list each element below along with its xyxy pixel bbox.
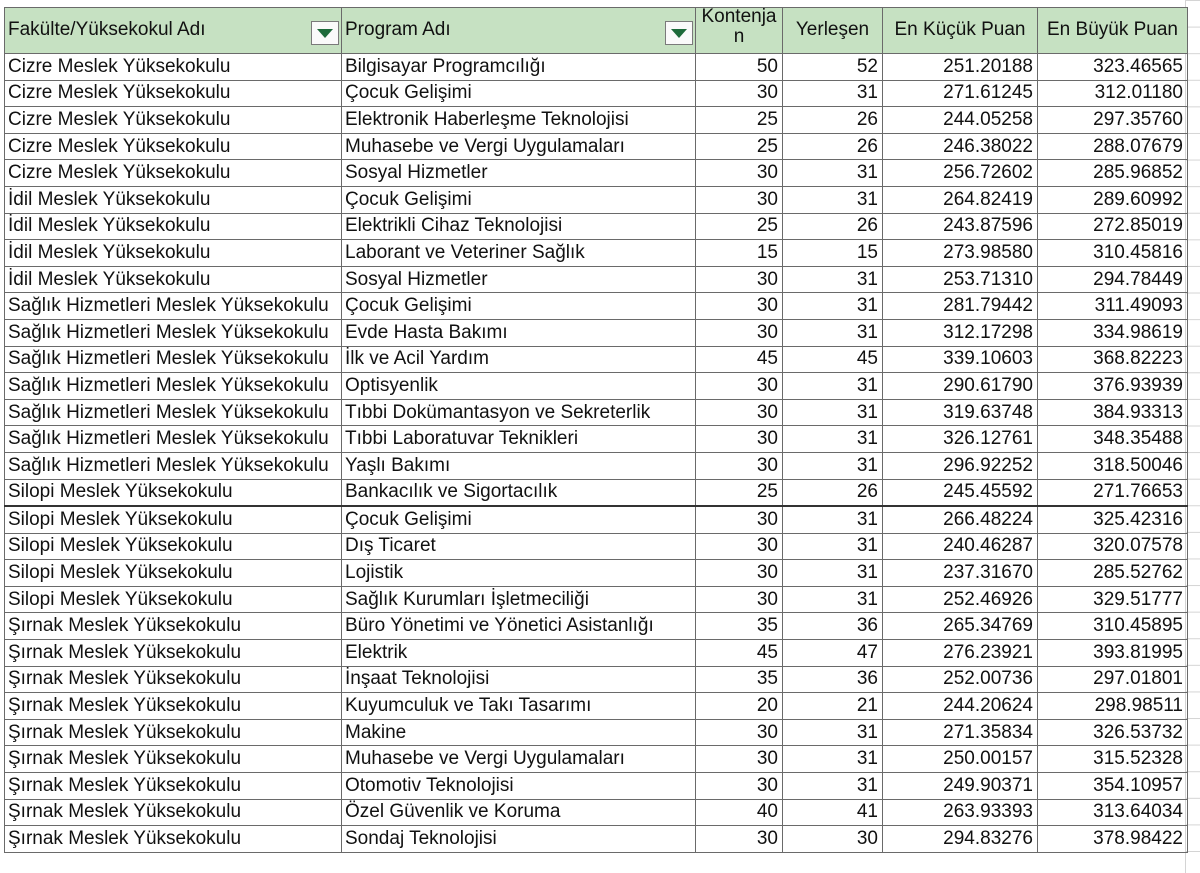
cell-min-score[interactable]: 249.90371 <box>883 773 1038 800</box>
cell-program[interactable]: Elektrikli Cihaz Teknolojisi <box>342 213 696 240</box>
cell-min-score[interactable]: 252.46926 <box>883 586 1038 613</box>
cell-min-score[interactable]: 319.63748 <box>883 399 1038 426</box>
cell-max-score[interactable]: 334.98619 <box>1038 319 1188 346</box>
cell-faculty[interactable]: Şırnak Meslek Yüksekokulu <box>5 640 342 667</box>
cell-min-score[interactable]: 265.34769 <box>883 613 1038 640</box>
table-row <box>5 719 1188 746</box>
cell-placed[interactable]: 31 <box>783 452 883 479</box>
cell-placed[interactable]: 52 <box>783 54 883 81</box>
cell-quota[interactable]: 45 <box>696 640 783 667</box>
header-quota[interactable] <box>696 8 783 54</box>
table-row <box>5 640 1188 667</box>
cell-quota[interactable]: 30 <box>696 160 783 187</box>
cell-max-score[interactable]: 297.01801 <box>1038 666 1188 693</box>
cell-faculty[interactable]: İdil Meslek Yüksekokulu <box>5 240 342 267</box>
cell-program[interactable]: Muhasebe ve Vergi Uygulamaları <box>342 746 696 773</box>
cell-program[interactable]: Çocuk Gelişimi <box>342 293 696 320</box>
cell-program[interactable]: Otomotiv Teknolojisi <box>342 773 696 800</box>
cell-quota[interactable]: 30 <box>696 452 783 479</box>
cell-quota[interactable]: 35 <box>696 666 783 693</box>
cell-max-score[interactable]: 320.07578 <box>1038 533 1188 560</box>
cell-quota[interactable]: 30 <box>696 586 783 613</box>
cell-max-score[interactable]: 285.96852 <box>1038 160 1188 187</box>
cell-max-score[interactable]: 354.10957 <box>1038 773 1188 800</box>
cell-quota[interactable]: 30 <box>696 399 783 426</box>
cell-quota[interactable]: 30 <box>696 506 783 533</box>
cell-program[interactable]: Laborant ve Veteriner Sağlık <box>342 240 696 267</box>
cell-min-score[interactable]: 256.72602 <box>883 160 1038 187</box>
cell-quota[interactable]: 25 <box>696 107 783 134</box>
cell-placed[interactable]: 31 <box>783 373 883 400</box>
cell-placed[interactable]: 15 <box>783 240 883 267</box>
table-row <box>5 799 1188 826</box>
table-row <box>5 746 1188 773</box>
cell-program[interactable]: Kuyumculuk ve Takı Tasarımı <box>342 693 696 720</box>
cell-min-score[interactable]: 312.17298 <box>883 319 1038 346</box>
cell-placed[interactable]: 30 <box>783 826 883 853</box>
table-row <box>5 586 1188 613</box>
header-max-score[interactable] <box>1038 8 1188 54</box>
cell-placed[interactable]: 41 <box>783 799 883 826</box>
cell-quota[interactable]: 30 <box>696 266 783 293</box>
cell-faculty[interactable]: Silopi Meslek Yüksekokulu <box>5 533 342 560</box>
cell-program[interactable]: Sondaj Teknolojisi <box>342 826 696 853</box>
cell-quota[interactable]: 45 <box>696 346 783 373</box>
cell-faculty[interactable]: Sağlık Hizmetleri Meslek Yüksekokulu <box>5 319 342 346</box>
header-min-score[interactable] <box>883 8 1038 54</box>
cell-faculty[interactable]: Sağlık Hizmetleri Meslek Yüksekokulu <box>5 373 342 400</box>
header-row <box>5 8 1188 54</box>
cell-min-score[interactable]: 271.61245 <box>883 80 1038 107</box>
table-row <box>5 80 1188 107</box>
cell-program[interactable]: İnşaat Teknolojisi <box>342 666 696 693</box>
cell-quota[interactable]: 30 <box>696 293 783 320</box>
table-row <box>5 452 1188 479</box>
cell-faculty[interactable]: Sağlık Hizmetleri Meslek Yüksekokulu <box>5 346 342 373</box>
cell-max-score[interactable]: 325.42316 <box>1038 506 1188 533</box>
cell-quota[interactable]: 15 <box>696 240 783 267</box>
cell-placed[interactable]: 31 <box>783 80 883 107</box>
table-row <box>5 613 1188 640</box>
cell-faculty[interactable]: İdil Meslek Yüksekokulu <box>5 186 342 213</box>
cell-placed[interactable]: 31 <box>783 399 883 426</box>
cell-faculty[interactable]: Şırnak Meslek Yüksekokulu <box>5 693 342 720</box>
table-row <box>5 666 1188 693</box>
cell-faculty[interactable]: Şırnak Meslek Yüksekokulu <box>5 719 342 746</box>
cell-quota[interactable]: 30 <box>696 426 783 453</box>
cell-program[interactable]: Makine <box>342 719 696 746</box>
cell-faculty[interactable]: Silopi Meslek Yüksekokulu <box>5 506 342 533</box>
cell-program[interactable]: Bilgisayar Programcılığı <box>342 54 696 81</box>
cell-max-score[interactable]: 376.93939 <box>1038 373 1188 400</box>
cell-faculty[interactable]: Sağlık Hizmetleri Meslek Yüksekokulu <box>5 399 342 426</box>
cell-max-score[interactable]: 297.35760 <box>1038 107 1188 134</box>
cell-max-score[interactable]: 329.51777 <box>1038 586 1188 613</box>
header-min-score-label: En Küçük Puan <box>894 19 1026 41</box>
cell-quota[interactable]: 30 <box>696 319 783 346</box>
cell-min-score[interactable]: 252.00736 <box>883 666 1038 693</box>
cell-min-score[interactable]: 253.71310 <box>883 266 1038 293</box>
cell-faculty[interactable]: Silopi Meslek Yüksekokulu <box>5 479 342 506</box>
cell-quota[interactable]: 30 <box>696 773 783 800</box>
cell-program[interactable]: Muhasebe ve Vergi Uygulamaları <box>342 133 696 160</box>
cell-max-score[interactable]: 393.81995 <box>1038 640 1188 667</box>
cell-quota[interactable]: 50 <box>696 54 783 81</box>
cell-placed[interactable]: 31 <box>783 560 883 587</box>
cell-program[interactable]: Dış Ticaret <box>342 533 696 560</box>
cell-faculty[interactable]: Silopi Meslek Yüksekokulu <box>5 586 342 613</box>
cell-max-score[interactable]: 298.98511 <box>1038 693 1188 720</box>
cell-placed[interactable]: 26 <box>783 213 883 240</box>
cell-max-score[interactable]: 272.85019 <box>1038 213 1188 240</box>
table-row <box>5 399 1188 426</box>
cell-max-score[interactable]: 318.50046 <box>1038 452 1188 479</box>
cell-program[interactable]: Büro Yönetimi ve Yönetici Asistanlığı <box>342 613 696 640</box>
cell-program[interactable]: Sosyal Hizmetler <box>342 266 696 293</box>
cell-quota[interactable]: 30 <box>696 560 783 587</box>
cell-max-score[interactable]: 323.46565 <box>1038 54 1188 81</box>
cell-placed[interactable]: 31 <box>783 533 883 560</box>
cell-faculty[interactable]: Şırnak Meslek Yüksekokulu <box>5 746 342 773</box>
cell-program[interactable]: Lojistik <box>342 560 696 587</box>
cell-faculty[interactable]: Şırnak Meslek Yüksekokulu <box>5 613 342 640</box>
table-row <box>5 186 1188 213</box>
cell-faculty[interactable]: Şırnak Meslek Yüksekokulu <box>5 799 342 826</box>
header-faculty[interactable] <box>5 8 342 54</box>
table-row <box>5 240 1188 267</box>
table-row <box>5 426 1188 453</box>
cell-max-score[interactable]: 348.35488 <box>1038 426 1188 453</box>
cell-faculty[interactable]: Silopi Meslek Yüksekokulu <box>5 560 342 587</box>
cell-placed[interactable]: 31 <box>783 773 883 800</box>
cell-placed[interactable]: 31 <box>783 266 883 293</box>
cell-max-score[interactable]: 315.52328 <box>1038 746 1188 773</box>
cell-faculty[interactable]: Cizre Meslek Yüksekokulu <box>5 107 342 134</box>
cell-min-score[interactable]: 276.23921 <box>883 640 1038 667</box>
table-body <box>5 54 1188 853</box>
cell-quota[interactable]: 30 <box>696 373 783 400</box>
cell-placed[interactable]: 31 <box>783 186 883 213</box>
cell-max-score[interactable]: 326.53732 <box>1038 719 1188 746</box>
cell-quota[interactable]: 30 <box>696 746 783 773</box>
table-row <box>5 373 1188 400</box>
cell-min-score[interactable]: 290.61790 <box>883 373 1038 400</box>
cell-faculty[interactable]: Sağlık Hizmetleri Meslek Yüksekokulu <box>5 293 342 320</box>
cell-min-score[interactable]: 246.38022 <box>883 133 1038 160</box>
cell-placed[interactable]: 31 <box>783 746 883 773</box>
table-row <box>5 346 1188 373</box>
cell-min-score[interactable]: 250.00157 <box>883 746 1038 773</box>
filter-dropdown-icon[interactable] <box>311 21 339 45</box>
cell-program[interactable]: Optisyenlik <box>342 373 696 400</box>
cell-placed[interactable]: 26 <box>783 479 883 506</box>
table-row <box>5 266 1188 293</box>
cell-faculty[interactable]: Cizre Meslek Yüksekokulu <box>5 133 342 160</box>
header-max-score-label: En Büyük Puan <box>1047 19 1178 41</box>
cell-min-score[interactable]: 244.05258 <box>883 107 1038 134</box>
header-program[interactable] <box>342 8 696 54</box>
cell-max-score[interactable]: 311.49093 <box>1038 293 1188 320</box>
data-table <box>4 7 1188 853</box>
cell-min-score[interactable]: 245.45592 <box>883 479 1038 506</box>
table-row <box>5 826 1188 853</box>
cell-program[interactable]: Tıbbi Dokümantasyon ve Sekreterlik <box>342 399 696 426</box>
header-faculty-label: Fakülte/Yüksekokul Adı <box>8 19 206 41</box>
cell-max-score[interactable]: 285.52762 <box>1038 560 1188 587</box>
cell-max-score[interactable]: 271.76653 <box>1038 479 1188 506</box>
cell-program[interactable]: Bankacılık ve Sigortacılık <box>342 479 696 506</box>
cell-quota[interactable]: 25 <box>696 479 783 506</box>
cell-program[interactable]: Özel Güvenlik ve Koruma <box>342 799 696 826</box>
cell-min-score[interactable]: 339.10603 <box>883 346 1038 373</box>
cell-max-score[interactable]: 289.60992 <box>1038 186 1188 213</box>
cell-placed[interactable]: 31 <box>783 160 883 187</box>
table-row <box>5 133 1188 160</box>
cell-placed[interactable]: 31 <box>783 293 883 320</box>
cell-max-score[interactable]: 378.98422 <box>1038 826 1188 853</box>
cell-program[interactable]: Sağlık Kurumları İşletmeciliği <box>342 586 696 613</box>
header-placed[interactable] <box>783 8 883 54</box>
cell-program[interactable]: Çocuk Gelişimi <box>342 80 696 107</box>
cell-program[interactable]: Çocuk Gelişimi <box>342 506 696 533</box>
cell-min-score[interactable]: 271.35834 <box>883 719 1038 746</box>
cell-min-score[interactable]: 244.20624 <box>883 693 1038 720</box>
header-placed-label: Yerleşen <box>795 19 870 41</box>
cell-max-score[interactable]: 313.64034 <box>1038 799 1188 826</box>
cell-placed[interactable]: 36 <box>783 613 883 640</box>
cell-max-score[interactable]: 310.45895 <box>1038 613 1188 640</box>
cell-placed[interactable]: 31 <box>783 506 883 533</box>
cell-program[interactable]: Elektronik Haberleşme Teknolojisi <box>342 107 696 134</box>
cell-quota[interactable]: 25 <box>696 133 783 160</box>
cell-quota[interactable]: 30 <box>696 186 783 213</box>
cell-quota[interactable]: 25 <box>696 213 783 240</box>
cell-min-score[interactable]: 294.83276 <box>883 826 1038 853</box>
cell-min-score[interactable]: 237.31670 <box>883 560 1038 587</box>
cell-quota[interactable]: 40 <box>696 799 783 826</box>
cell-min-score[interactable]: 240.46287 <box>883 533 1038 560</box>
cell-faculty[interactable]: Şırnak Meslek Yüksekokulu <box>5 666 342 693</box>
cell-quota[interactable]: 30 <box>696 80 783 107</box>
header-program-label: Program Adı <box>345 19 451 41</box>
cell-quota[interactable]: 20 <box>696 693 783 720</box>
cell-min-score[interactable]: 243.87596 <box>883 213 1038 240</box>
cell-max-score[interactable]: 310.45816 <box>1038 240 1188 267</box>
table-row <box>5 479 1188 506</box>
cell-min-score[interactable]: 266.48224 <box>883 506 1038 533</box>
cell-min-score[interactable]: 326.12761 <box>883 426 1038 453</box>
cell-faculty[interactable]: Sağlık Hizmetleri Meslek Yüksekokulu <box>5 452 342 479</box>
cell-max-score[interactable]: 294.78449 <box>1038 266 1188 293</box>
cell-min-score[interactable]: 264.82419 <box>883 186 1038 213</box>
cell-faculty[interactable]: Cizre Meslek Yüksekokulu <box>5 54 342 81</box>
cell-faculty[interactable]: İdil Meslek Yüksekokulu <box>5 213 342 240</box>
cell-max-score[interactable]: 288.07679 <box>1038 133 1188 160</box>
cell-quota[interactable]: 30 <box>696 826 783 853</box>
table-row <box>5 107 1188 134</box>
filter-dropdown-icon[interactable] <box>665 21 693 45</box>
table-row <box>5 213 1188 240</box>
table-row <box>5 773 1188 800</box>
cell-placed[interactable]: 31 <box>783 319 883 346</box>
cell-faculty[interactable]: Sağlık Hizmetleri Meslek Yüksekokulu <box>5 426 342 453</box>
cell-faculty[interactable]: Cizre Meslek Yüksekokulu <box>5 80 342 107</box>
cell-placed[interactable]: 26 <box>783 133 883 160</box>
cell-quota[interactable]: 30 <box>696 719 783 746</box>
cell-min-score[interactable]: 296.92252 <box>883 452 1038 479</box>
cell-placed[interactable]: 31 <box>783 426 883 453</box>
cell-program[interactable]: Tıbbi Laboratuvar Teknikleri <box>342 426 696 453</box>
cell-placed[interactable]: 21 <box>783 693 883 720</box>
cell-program[interactable]: Evde Hasta Bakımı <box>342 319 696 346</box>
cell-min-score[interactable]: 281.79442 <box>883 293 1038 320</box>
cell-placed[interactable]: 47 <box>783 640 883 667</box>
cell-max-score[interactable]: 384.93313 <box>1038 399 1188 426</box>
table-row <box>5 293 1188 320</box>
cell-placed[interactable]: 26 <box>783 107 883 134</box>
cell-faculty[interactable]: Cizre Meslek Yüksekokulu <box>5 160 342 187</box>
table-row <box>5 693 1188 720</box>
cell-min-score[interactable]: 251.20188 <box>883 54 1038 81</box>
cell-program[interactable]: Sosyal Hizmetler <box>342 160 696 187</box>
table-row <box>5 54 1188 81</box>
table-row <box>5 160 1188 187</box>
cell-quota[interactable]: 30 <box>696 533 783 560</box>
cell-faculty[interactable]: Şırnak Meslek Yüksekokulu <box>5 826 342 853</box>
cell-program[interactable]: Elektrik <box>342 640 696 667</box>
cell-placed[interactable]: 31 <box>783 719 883 746</box>
cell-faculty[interactable]: İdil Meslek Yüksekokulu <box>5 266 342 293</box>
table-row <box>5 560 1188 587</box>
cell-min-score[interactable]: 273.98580 <box>883 240 1038 267</box>
cell-program[interactable]: Yaşlı Bakımı <box>342 452 696 479</box>
cell-program[interactable]: İlk ve Acil Yardım <box>342 346 696 373</box>
cell-placed[interactable]: 45 <box>783 346 883 373</box>
cell-max-score[interactable]: 368.82223 <box>1038 346 1188 373</box>
table-row <box>5 506 1188 533</box>
table-row <box>5 533 1188 560</box>
cell-max-score[interactable]: 312.01180 <box>1038 80 1188 107</box>
table-row <box>5 319 1188 346</box>
cell-min-score[interactable]: 263.93393 <box>883 799 1038 826</box>
cell-faculty[interactable]: Şırnak Meslek Yüksekokulu <box>5 773 342 800</box>
cell-program[interactable]: Çocuk Gelişimi <box>342 186 696 213</box>
cell-placed[interactable]: 31 <box>783 586 883 613</box>
cell-placed[interactable]: 36 <box>783 666 883 693</box>
header-quota-label: Kontenja n <box>701 7 777 47</box>
cell-quota[interactable]: 35 <box>696 613 783 640</box>
